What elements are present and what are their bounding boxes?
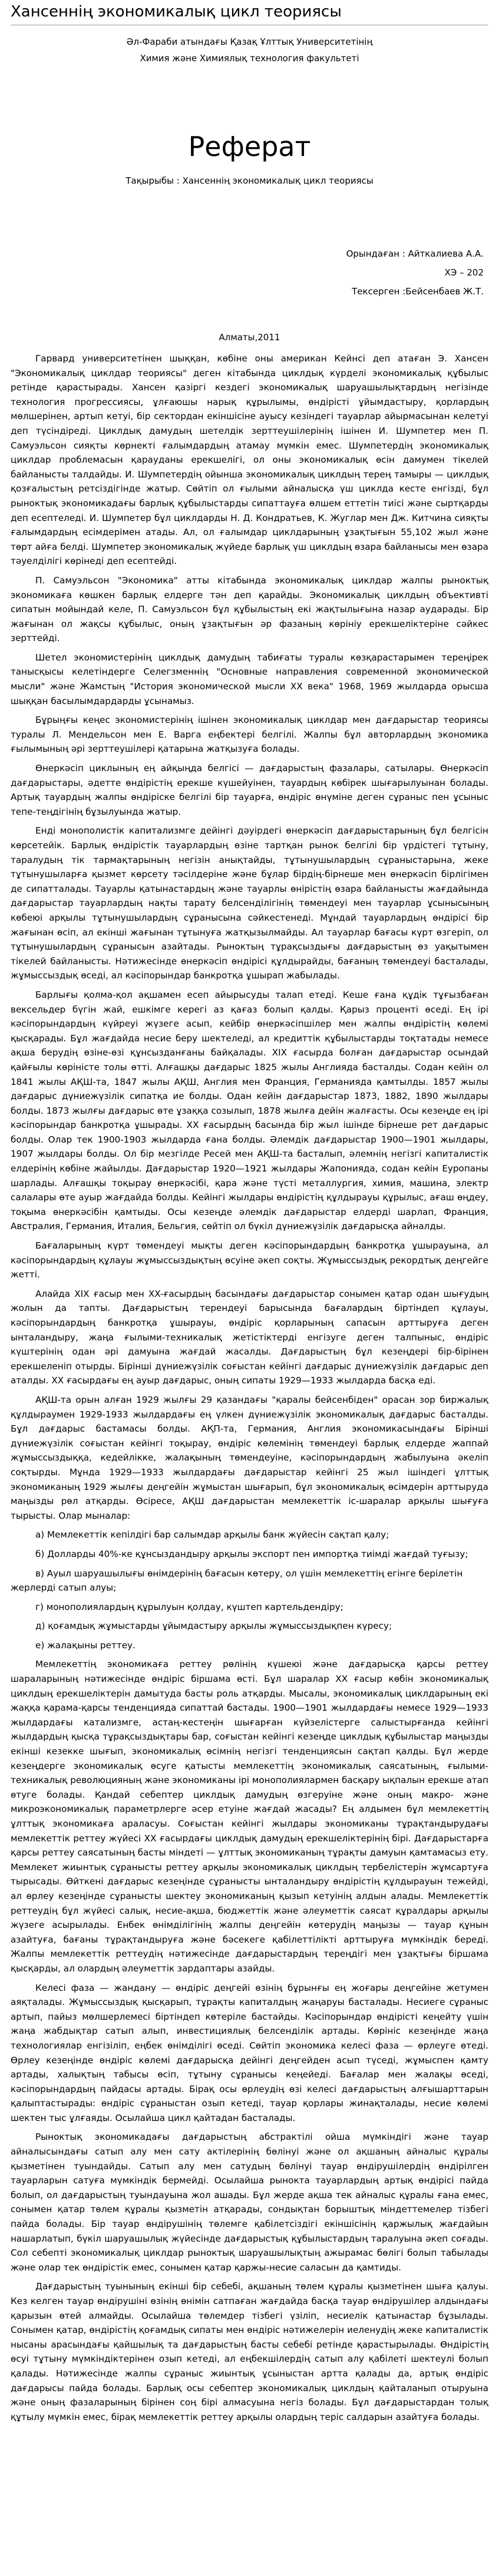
- document-title: Хансеннің экономикалық цикл теориясы: [11, 3, 342, 21]
- list-item: е) жалақыны реттеу.: [35, 1639, 136, 1651]
- list-item: б) Долларды 40%-ке құнсыздандыру арқылы экспорт пен импортқа тиімді жағдай туғызу;: [35, 1548, 468, 1559]
- faculty-name: Химия және Химиялық технология факультеті: [140, 53, 359, 64]
- body-paragraph: Барлығы қолма-қол ақшамен есеп айырысуды талап етеді. Кеше ғана құдік тұғызбаған вексельдер бүгін жай, ешкімге керегі аз қағаз болып қалды. Қарыз процентi өседі. Ең ірі кәсіпорындардың күйреуі жүзеге асып, кейбір өнеркәсіпшілер мен жалпы өндірістің көлемі қысқарады. Бұл жағдайда несие беру шектеледі, ал кредиттік құбылыстарды тоқтатады немесе ақша берудің өзіне-өзі құнсызданғаны байқалады. XIX ғасырда болған дағдарыстар осындай қайғылы көріністе толы өтті. Алғашқы дағдарыс 1825 жылы Англияда басталды. Содан кейін ол 1841 жылы АҚШ-та, 1847 жылы АҚШ, Англия мен Франция, Германияда қамтылды. 1857 жылы дағдарыс дүниежүзілік сипатқа ие болды. Одан кейін дағдарыстар 1873, 1882, 1890 жылдары болды. 1873 жылғы дағдарыс өте ұзаққа созылып, 1878 жылға дейін жалғасты. Осы кезеңде ең ірі кәсіпорындар банкротқа ұшырады. XX ғасырдың басында бір жыл ішінде бірнеше рет дағдарыс болды. Олар тек 1900-1903 жылдарда ғана болды. Әлемдік дағдарыстар 1900—1901 жылдары, 1907 жылдары болды. Ол бір мезгілде Ресей мен АҚШ-та басталып, әлемнің негізгі капиталистік елдерінің көбіне жайылды. Дағдарыстар 1920—1921 жылдары Жапонияда, содан кейін Еуропаны шарлады. Алғашқы тоқырау өнеркәсібі, қара және түсті металлургия, химия, машина, электр салалары өте ауыр жағдайда болды. Кейінгі жылдары өндірістің құлдырауы құрылыс, ағаш өңдеу, тоқыма өнеркәсібін қамтыды. Осы кезеңде әлемдік дағдарыстар елдерді шарлап, Франция, Австралия, Германия, Италия, Бельгия, сөйтіп ол бүкіл дүниежүзілік дағдарысқа айналды.: [11, 989, 488, 1232]
- body-paragraph: Гарвард университетінен шыққан, көбіне оны американ Кейнсі деп атаған Э. Хансен "Экономикалық циклдар теориясы" деген кітабында циклдық күрделі экономикалық құбылыс ретінде қарастырады. Хансен қазіргі кездегі экономикалық шаруашылықтардың негізінде технология прогрессиясы, ұлғаюшы нарық құрылымы, өндірісті ұйымдастыру, қорлардың мөлшерінен, артып кетуі, бір сектордан екіншісіне ауысу кезіндегі тауарлар айырмасынан келетуі деп түсіндіреді. Циклдық дамудың шетелдік зерттеушілерінің ішінен И. Шумпетер мен П. Самуэльсон сияқты көрнекті ғалымдардың атамау мүмкін емес. Шумпетердің экономикалық циклдар проблемасын қарауданы ерекшелігі, ол оны экономикалық өсін дамумен тікелей байланысты талдайды. И. Шумпетердің ойынша экономикалық циклдың терең тамыры — циклдық қозғалыстың ретсіздігінде жатыр. Сөйтіп ол ғылыми айналысқа үш циклда кесте енгізді, бұл рыноктық экономикадағы барлық құбылыстарды сипаттауға өлшем еттетін тиісі және сыртқарды деп есептеледі. И. Шумпетер бұл циклдарды Н. Д. Кондратьев, К. Жуглар мен Дж. Китчина сияқты ғалымдардың есімдерімен атады. Ал, ол ғалымдар циклдарының ұзақтығын 55,102 жыл және төрт айға белді. Шумпетер экономикалық жүйеде барлық үш циклдың өзара байланысы мен өзара тәуелділігі көрінеді деп есептейді.: [11, 353, 488, 567]
- author-line: Орындаған : Айткалиева А.А.: [346, 248, 484, 259]
- body-paragraph: Енді монополистік капитализмге дейінгі дәуірдегі өнеркәсіп дағдарыстарының бұл белгісін көрсетейік. Барлық өндірістік тауарлардың өзіне тартқан рынок белгілі бір үрдістегі тұтыну, таралудың тік тармақтарының негізін анықтайды, тұтынушылардың сұраныстарына, жеке тұтынушыларға қызмет көрсету тәсілдеріне және бұлар бірдің-бірнеше мен өнеркәсіп бірлігімен де сипатталады. Тауарлы қатынастардың және тауарлы өнірістің өзара байланысты жағдайында дағдарыстар тауарлардың нақты тарату белсенділігінің төмендеуі мен тауарлар ұсынысының көбеюі арқылы тұтынушылардың сұранысына сәйкестенеді. Мұндай тауарлардың өндірісі бір жағынан өсіп, ал екінші жағынан тұтынуға жатқызылмайды. Ал тауарлар бағасы күрт өзгеріп, ол тұтынушылардың сұранысын азайтады. Рыноктың тұрақсыздығы дағдарыстың өз уақытымен тікелей байланысты. Нәтижесінде өнеркәсіп өндірісі құлдырайды, бағаның төмендеуі басталады, жұмыссыздық өседі, ал кәсіпорындар банкротқа ұшырап жабылады.: [11, 825, 488, 981]
- report-heading: Реферат: [188, 131, 311, 162]
- body-paragraph: Дағдарыстың туынының екінші бір себебі, ақшаның төлем құралы қызметінен шыға қалуы. Кез келген тауар өндірушіні өзінің өнімін сатпаған жағдайда басқа тауар өндірушілер алдындағы қарызын өтей алмайды. Осылайша төлемдер тізбегі үзіліп, несиелік қатынастар бұзылады. Сонымен қатар, өндірістің қоғамдық сипаты мен өндіріс нәтижелерін иеленудің жеке капиталистік нысаны арасындағы қайшылық та дағдарыстың басты себебі ретінде қарастырылады. Өндірістің өсуі тұтыну мүмкіндіктерінен озып кетеді, ал еңбекшілердің сатып алу қабілеті шектеулі болып қалады. Нәтижесінде жалпы сұраныс жиынтық ұсыныстан артта қалады да, артық өндіріс дағдарысы пайда болады. Барлық осы себептер экономикалық циклдың қайталанып отыруына және оның фазаларының бірінен соң бірі алмасуына негіз болады. Бұл дағдарыстардан толық құтылу мүмкін емес, бірақ мемлекеттік реттеу арқылы олардың теріс салдарын азайтуға болады.: [11, 2281, 488, 2422]
- body-paragraph: Мемлекеттің экономикаға реттеу рөлінің күшеюі және дағдарысқа қарсы реттеу шараларының нәтижесінде өндіріс біршама өсті. Бұл шаралар XX ғасыр көбін экономикалық циклдың ерекшеліктерін дамытуда басты роль атқарды. Мысалы, экономикалық циклдарының екі жаққа қарама-қарсы тенденцияда сипаттай бастады. 1900—1901 жылдардағы немесе 1929—1933 жылдардағы катализмге, астаң-кестеңін шығарған күйзелістерге салыстырғанда кейінгі жылдардың қысқа тұрақсыздықтары бар, соғыстан кейінгі кезеңде циклдық құбылыстар маңызды екінші кезекке шығып, экономикалық өсімнің негізгі тенденциясын сақтап қалды. Бұл жерде кезеңдерге экономикалық өсуге қатысты мемлекеттің экономикалық саясатының, ғылыми-техникалық революцияның және экономиканы ірі монополиялармен басқару ықпалын ерекше атап өтуге болады. Қандай себептер циклдық дамудың өзгеруіне және оның макро- және микроэкономикалық параметрлерге әсер етуіне жағдай жасады? Ең алдымен бұл мемлекеттің ұлттық экономикаға араласуы. Соғыстан кейінгі жылдары экономиканы тұрақтандырудағы мемлекеттік реттеу жүйесі XX ғасырдағы циклдық дамудың ерекшеліктерінің бірі. Дағдарыстарға қарсы реттеу саясатының басты міндеті — ұлттық экономиканың тұрақты дамуын қамтамасыз ету. Мемлекет жиынтық сұранысты реттеу арқылы экономикалық циклдың тербелістерін жұмсартуға тырысады. Өйткені дағдарыс кезеңінде сұранысты ынталандыру өндірістің құлдырауын тежейді, ал өрлеу кезеңінде сұранысты шектеу экономиканың қызып кетуінің алдын алады. Мемлекеттік реттеудің бұл жүйесі салық, несие-ақша, бюджеттік және әлеуметтік саясат құралдары арқылы жүзеге асырылады. Енбек өнімділігінің жалпы деңгейін көтерудің маңызы — тауар құнын азайтуға, бағаны тұрақтандыруға және бәсекеге қабілеттілікті арттыруға мүмкіндік береді. Жалпы мемлекеттік реттеудің нәтижесінде дағдарыстардың тереңдігі мен ұзақтығы біршама қысқарды, ал олардың әлеуметтік зардаптары азайды.: [11, 1659, 488, 1974]
- body-paragraph: АҚШ-та орын алған 1929 жылғы 29 қазандағы "қаралы бейсенбіден" орасан зор биржалық құлдыраумен 1929-1933 жылдардағы ең үлкен дүниежүзілік экономикалық дағдарыс басталды. Бұл дағдарыс бастамасы болды. АҚП-та, Германия, Англия экономикасындағы Бірінші дүниежүзілік соғыстан кейінгі тоқырау, өндіріс көлемінің төмендеуі барлық елдерде жаппай жұмыссыздыққа, кедейлікке, жалақының төмендеуіне, кәсіпорындардың жабылуына әкеліп соқтырды. Мұнда 1929—1933 жылдардағы дағдарыстар кейінгі 25 жыл ішіндегі ұлттық экономиканың 1929 жылғы деңгейін жұмыстан шығарып, бұл экономикалық өсімдерін арттыруда маңызды рөл атқарды. Өсіресе, АҚШ дағдарыстан мемлекеттік іс-шаралар арқылы шығуға тырысты. Олар мыналар:: [11, 1394, 488, 1521]
- checker-line: Тексерген :Бейсенбаев Ж.Т.: [352, 286, 484, 297]
- group-line: ХЭ – 202: [444, 267, 484, 278]
- body-paragraph: Рыноктық экономикадағы дағдарыстың абстрактілі ойша мүмкіндігі және тауар айналысындағы сатып алу мен сату актілерінің бөлінуі және ол ақшаның айналыс құралы қызметінен туындайды. Сатып алу мен сатудың бөлінуі тауар өндірушілердің өндірілген тауарларын сатуға мүмкіндік бермейді. Осылайша рынокта тауарлардың артық өндірісі пайда болып, ол дағдарыстың туындауына жол ашады. Бұл жерде ақша тек айналыс құралы ғана емес, сонымен қатар төлем құралы қызметін атқарады, сондықтан борыштық міндеттемелер тізбегі пайда болады. Бір тауар өндірушінің төлемге қабілетсіздігі екіншісінің қаржылық жағдайын нашарлатып, бүкіл шаруашылық жүйесінде дағдарыстық құбылыстардың таралуына әкеп соғады. Сол себепті экономикалық циклдар рыноктық шаруашылықтың ажырамас бөлігі болып табылады және олар тек өндірістік емес, сонымен қатар қаржы-несие саласын да қамтиды.: [11, 2132, 488, 2273]
- list-item: а) Мемлекеттік кепілдігі бар салымдар арқылы банк жүйесін сақтап қалу;: [35, 1529, 389, 1541]
- body-paragraph: Шетел экономистерінің циклдық дамудың табиғаты туралы көзқарастарымен тереңірек танысқысы келетіндерге Селегзменнің "Основные направления современной экономической мысли" және Жамстың "История экономической мысли XX века" 1968, 1969 жылдарда орысша шыққан басылымдардарды ұсынамыз.: [11, 652, 488, 706]
- body-paragraph: Бағаларының күрт төмендеуі мықты деген кәсіпорындардың банкротқа ұшырауына, ал кәсіпорындардың құлауы жұмыссыздықтың өсуіне әкеп соқты. Жұмыссыздық рекордтық деңгейге жетті.: [11, 1240, 488, 1280]
- university-name: Әл-Фараби атындағы Қазақ Ұлттық Университетінің: [126, 36, 373, 47]
- list-item: г) монополиялардың құрылуын қолдау, күштеп картельдендіру;: [35, 1601, 343, 1612]
- body-paragraph: Бұрыңғы кеңес экономистерінің ішінен экономикалық циклдар мен дағдарыстар теориясы туралы Л. Мендельсон мен Е. Варга еңбектері белгілі. Жалпы бұл авторлардың экономика ғылымының әрі зерттеушілері қатарына жатқызуға болады.: [11, 715, 488, 755]
- list-item: в) Ауыл шаруашылығы өнімдерінің бағасын көтеру, ол үшін мемлекеттің егінге берілетін жерлерді сатып алуы;: [11, 1568, 463, 1594]
- city-year: Алматы,2011: [219, 332, 280, 343]
- report-topic: Тақырыбы : Хансеннің экономикалық цикл теориясы: [125, 175, 374, 186]
- author-block: [11, 244, 488, 301]
- body-paragraph: Келесі фаза — жандану — өндіріс деңгейі өзінің бұрынғы ең жоғары деңгейіне жетумен аяқталады. Жұмыссыздық қысқарып, тұрақты капиталдың жаңаруы басталады. Несиеге сұраныс артып, пайыз мөлшерлемесі біртіндеп көтеріле бастайды. Кәсіпорындар өндірісті кеңейту үшін жаңа жабдықтар сатып алып, инвестициялық белсенділік артады. Көрініс кезеңінде жаңа технологиялар енгізіліп, еңбек өнімділігі өседі. Сөйтіп экономика келесі фаза — өрлеуге өтеді. Өрлеу кезеңінде өндіріс көлемі дағдарысқа дейінгі деңгейден асып түседі, жұмыспен қамту артады, халықтың табысы өсіп, тұтыну сұранысы кеңейеді. Бағалар мен жалақы өседі, кәсіпорындардың пайдасы артады. Бірақ осы өрлеудің өзі келесі дағдарыстың алғышарттарын қалыптастырады: өндіріс сұраныстан озып кетеді, тауар қорлары жинақталады, несие көлемі шектен тыс ұлғаяды. Осылайша цикл қайтадан басталады.: [11, 1982, 488, 2123]
- report-body: [11, 351, 488, 2424]
- body-paragraph: Алайда XIX ғасыр мен XX-ғасырдың басындағы дағдарыстар сонымен қатар одан шығудың жолын да тапты. Дағдарыстың терендеуі барысында бағалардың біртіндеп құлауы, кәсіпорындардың банкротқа ұшырауы, өндіріс қорларының сапасын арттыруға деген ынталандыру, жаңа ғылыми-техникалық жетістіктерді енгізуге деген талпыныс, өндіріс күштерінің одан әрі дамуына жағдай жасалды. Дағдарыстың бұл кезеңдері бір-бірінен ерекшеленіп отырды. Бірінші дүниежүзілік соғыстан кейінгі дағдарыс дүниежүзілік дағдарыс деп аталды. XX ғасырдағы ең ауыр дағдарыс, оның сипаты 1929—1933 жылдарда басқа еді.: [11, 1288, 488, 1386]
- body-paragraph: П. Самуэльсон "Экономика" атты кітабында экономикалық циклдар жалпы рыноктық экономикаға көшкен барлық елдерге тән деп қарайды. Экономикалық циклдың объективті сипатын мойындай келе, П. Самуэльсон бұл құбылыстың екі жақтылығына назар аударады. Бір жағынан ол жақсы құбылыс, оның ұзақтығын әр фазаның көрініу ерекшеліктеріне сәйкес зерттейді.: [11, 575, 488, 644]
- list-item: д) қоғамдық жұмыстарды ұйымдастыру арқылы жұмыссыздықпен күресу;: [35, 1621, 392, 1632]
- body-paragraph: Өнеркәсіп циклының ең айқыңда белгісі — дағдарыстың фазалары, сатылары. Өнеркәсіп дағдарыстары, әдетте өндірістің ерекше күшейуінен, тауардың көбірек шығарылуынан болады. Артық тауардың жалпы өндіріске белгілі бір тауарға, өндіріс өнүміне деген сұраныс пен ұсыныс тепе-теңдігінің бұзылуында жатыр.: [11, 763, 488, 817]
